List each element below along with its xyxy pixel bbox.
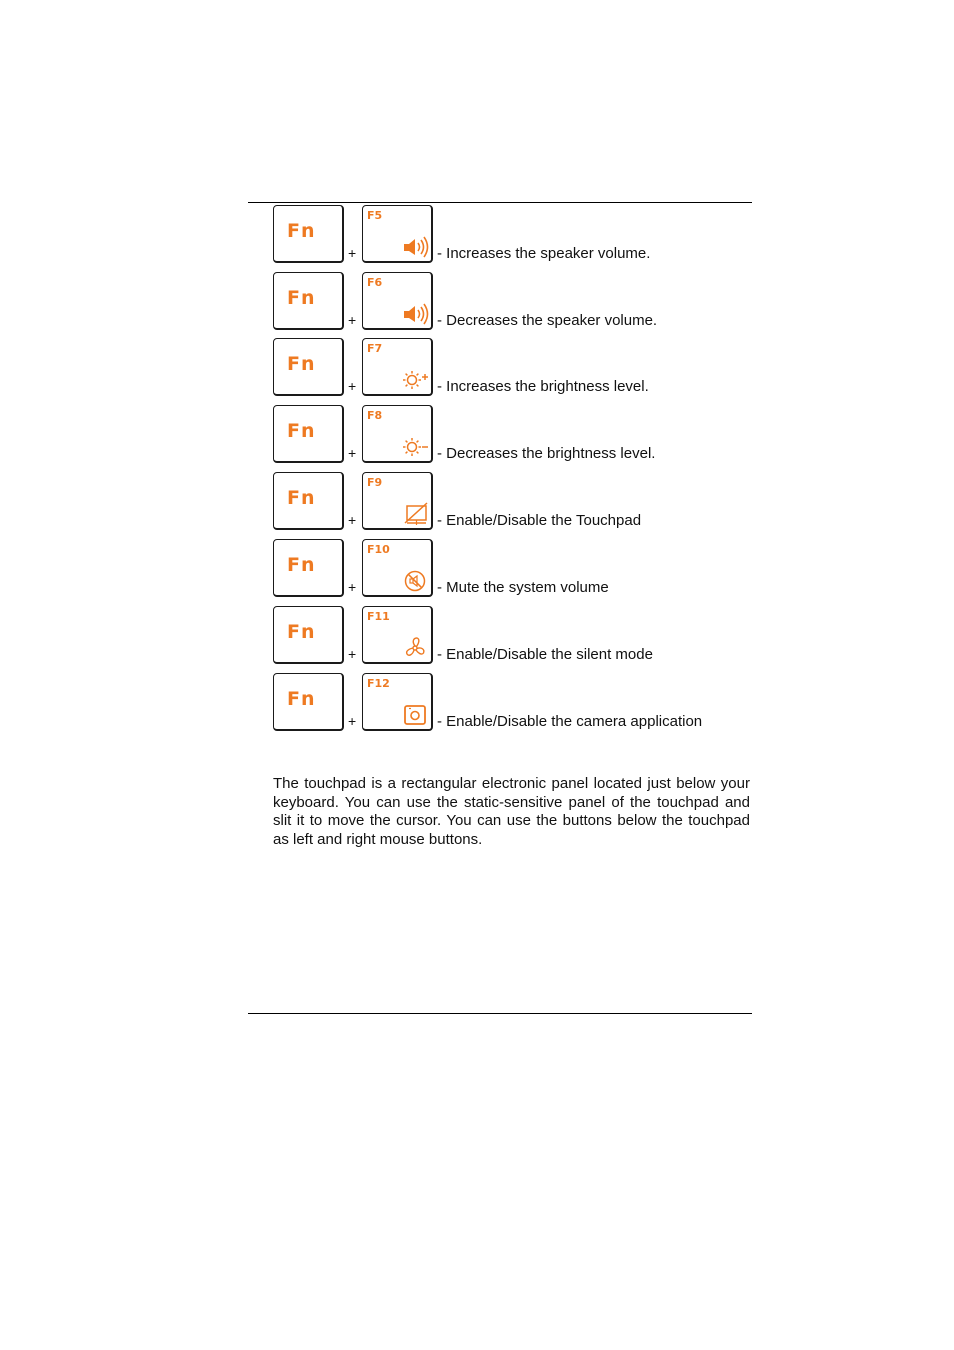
plus-sign: + [348, 378, 357, 394]
f8-key-label: F8 [367, 409, 383, 422]
shortcut-description: - Increases the brightness level. [437, 378, 649, 395]
f6-key-label: F6 [367, 276, 383, 289]
fn-key [273, 606, 344, 664]
fn-key [273, 338, 344, 396]
mute-icon [401, 569, 429, 593]
shortcut-row-f8 [273, 405, 753, 463]
f12-key [362, 673, 433, 731]
volume-down-icon [401, 302, 429, 326]
fn-key [273, 539, 344, 597]
fn-key [273, 673, 344, 731]
fn-key-label: Fn [287, 220, 316, 242]
fn-key [273, 472, 344, 530]
shortcut-row-f9 [273, 472, 753, 530]
fn-key [273, 405, 344, 463]
f8-key [362, 405, 433, 463]
shortcut-description: - Mute the system volume [437, 579, 609, 596]
touchpad-paragraph: The touchpad is a rectangular electronic panel located just below your keyboard. You can use the static-sensitive panel of the touchpad and slit it to move the cursor. You can use the buttons below the touchpad as left and right mouse buttons. [273, 775, 750, 848]
shortcut-row-f10 [273, 539, 753, 597]
f5-key-label: F5 [367, 209, 383, 222]
plus-sign: + [348, 312, 357, 328]
volume-up-icon [401, 235, 429, 259]
shortcut-description: - Enable/Disable the Touchpad [437, 512, 642, 529]
plus-sign: + [348, 512, 357, 528]
brightness-up-icon [401, 368, 429, 392]
fn-key-label: Fn [287, 688, 316, 710]
shortcut-description: - Decreases the brightness level. [437, 445, 656, 462]
plus-sign: + [348, 646, 357, 662]
fn-key [273, 272, 344, 330]
f10-key [362, 539, 433, 597]
fn-key-label: Fn [287, 353, 316, 375]
fn-key [273, 205, 344, 263]
footer-rule [248, 1013, 752, 1014]
f7-key-label: F7 [367, 342, 383, 355]
shortcut-description: - Increases the speaker volume. [437, 245, 651, 262]
f9-key [362, 472, 433, 530]
header-rule [248, 202, 752, 203]
touchpad-icon [401, 502, 429, 526]
plus-sign: + [348, 579, 357, 595]
plus-sign: + [348, 445, 357, 461]
plus-sign: + [348, 713, 357, 729]
fan-icon [401, 636, 429, 660]
shortcut-row-f7 [273, 338, 753, 396]
f10-key-label: F10 [367, 543, 390, 556]
fn-key-label: Fn [287, 420, 316, 442]
plus-sign: + [348, 245, 357, 261]
fn-key-label: Fn [287, 621, 316, 643]
shortcut-row-f5 [273, 205, 753, 263]
shortcut-row-f11 [273, 606, 753, 664]
shortcut-description: - Decreases the speaker volume. [437, 312, 658, 329]
brightness-down-icon [401, 435, 429, 459]
fn-key-label: Fn [287, 287, 316, 309]
f5-key [362, 205, 433, 263]
shortcut-description: - Enable/Disable the silent mode [437, 646, 653, 663]
f11-key [362, 606, 433, 664]
f7-key [362, 338, 433, 396]
f6-key [362, 272, 433, 330]
f9-key-label: F9 [367, 476, 383, 489]
fn-key-label: Fn [287, 487, 316, 509]
shortcut-description: - Enable/Disable the camera application [437, 713, 703, 730]
f11-key-label: F11 [367, 610, 390, 623]
fn-key-label: Fn [287, 554, 316, 576]
shortcut-row-f6 [273, 272, 753, 330]
camera-icon [401, 703, 429, 727]
f12-key-label: F12 [367, 677, 390, 690]
shortcut-row-f12 [273, 673, 753, 731]
